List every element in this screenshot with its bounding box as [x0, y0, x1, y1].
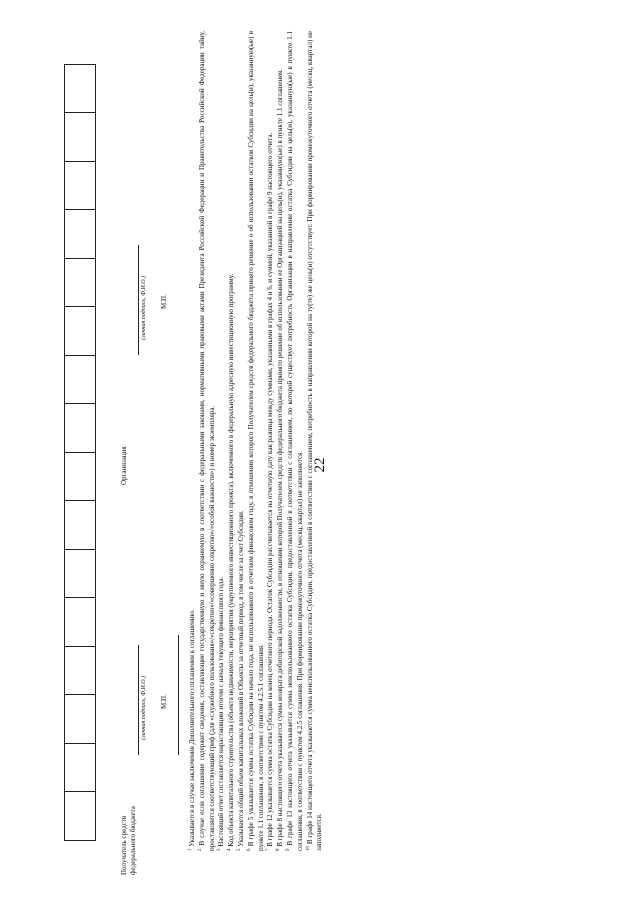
organization-signature-line: [138, 245, 139, 355]
footnote-9: $^9$ В графе 13 настоящего отчета указывается сумма неиспользованного остатка Субсидии, предоставленной в соответствии с соглашением, по которой существует потребность Организации в направлении остатка Субсидии на цель(и), указанную(ые) в пункте 1.1 соглашения, в соответствии с пунктом 4.2.5 соглашения. При формировании промежуточного отчета (месяц, квартал) не заполняется.: [285, 31, 304, 851]
footnote-5: $^5$ Указывается общий объем капитальных вложений в Объекты за отчетный период, в том числе за счет Субсидии.: [236, 510, 245, 851]
footnote-1: $^1$ Указывается в случае заключения Дополнительного соглашения к соглашению.: [188, 609, 196, 851]
table-cell: [65, 453, 96, 502]
table-cell: [65, 259, 96, 308]
organization-label: Организация: [120, 446, 128, 485]
recipient-signature-caption: (личная подпись, Ф.И.О.): [141, 675, 147, 740]
table-cell: [65, 307, 96, 356]
signature-block: [112, 0, 182, 905]
table-cell: [65, 598, 96, 647]
page-number: 22: [312, 457, 328, 473]
footnote-3: $^3$ Настоящий отчет составляется нарастающим итогом с начала текущего финансового года.: [217, 576, 226, 851]
table-cell: [65, 792, 96, 841]
recipient-label: Получатель средств федерального бюджета: [120, 806, 137, 875]
organization-signature-caption: (личная подпись, Ф.И.О.): [141, 275, 147, 340]
table-row: [65, 65, 96, 841]
recipient-signature-line: [138, 645, 139, 755]
footnote-8: $^8$ В графе 8 настоящего отчета указывается сумма возврата дебиторской задолженности, в отношении которой Получателем средств федерального бюджета принято решение об использовании ее Организацией на цель(и), указанную(ые) в пункте 1.1 соглашения.: [276, 69, 285, 851]
footnotes: [188, 31, 325, 851]
report-table-last-row: [64, 64, 96, 841]
footnote-separator: [178, 635, 179, 755]
table-cell: [65, 356, 96, 405]
table-cell: [65, 695, 96, 744]
footnote-4: $^4$ Код объекта капитального строительства (объекта недвижимости, мероприятия (укрупненного инвестиционного проекта), включенного в федеральную адресную инвестиционную программу.: [227, 273, 236, 851]
footnote-6: $^6$ В графе 5 указывается сумма остатка Субсидии на начало года, не использованного в отчетном финансовом году, в отношении которого Получателем средств федерального бюджета принято решение о об использовании остатков Субсидии на цель(и), указанную(ые) в пункте 1.1 соглашения, в соответствии с пунктом 4.2.5.1 соглашения.: [246, 30, 265, 851]
table-cell: [65, 162, 96, 211]
recipient-stamp-label: М.П.: [160, 694, 168, 709]
table-cell: [65, 65, 96, 114]
footnote-2: $^2$ В случае если соглашение содержит сведения, составляющие государственную и иную охраняемую в соответствии с федеральными законами, нормативными правовыми актами Президента Российской Федерации и Правительства Российской Федерации тайну, проставляется соответствующий гриф (для «служебного пользования»/«секретно»/«совершенно секретно»/«особой важности») и номер экземпляра.: [197, 30, 216, 851]
footnote-7: $^7$ В графе 12 указывается сумма остатка Субсидии на конец отчетного периода. Остаток Субсидии рассчитывается на отчетную дату как разница между суммами, указанными в графах 4 и 6, и суммой, указанной в графе 9 настоящего отчета.: [266, 132, 275, 851]
table-cell: [65, 550, 96, 599]
table-cell: [65, 210, 96, 259]
table-cell: [65, 744, 96, 793]
table-cell: [65, 501, 96, 550]
table-cell: [65, 113, 96, 162]
table-cell: [65, 647, 96, 696]
organization-stamp-label: М.П.: [160, 294, 168, 309]
table-cell: [65, 404, 96, 453]
footnote-10: $^{10}$ В графе 14 настоящего отчета указывается сумма неиспользованного остатка Субсидии, предоставленной в соответствии с соглашением, потребность в направлении которой на ту(те) же цель(и) отсутствует. При формировании промежуточного отчета (месяц, квартал) не заполняется.: [305, 31, 324, 851]
